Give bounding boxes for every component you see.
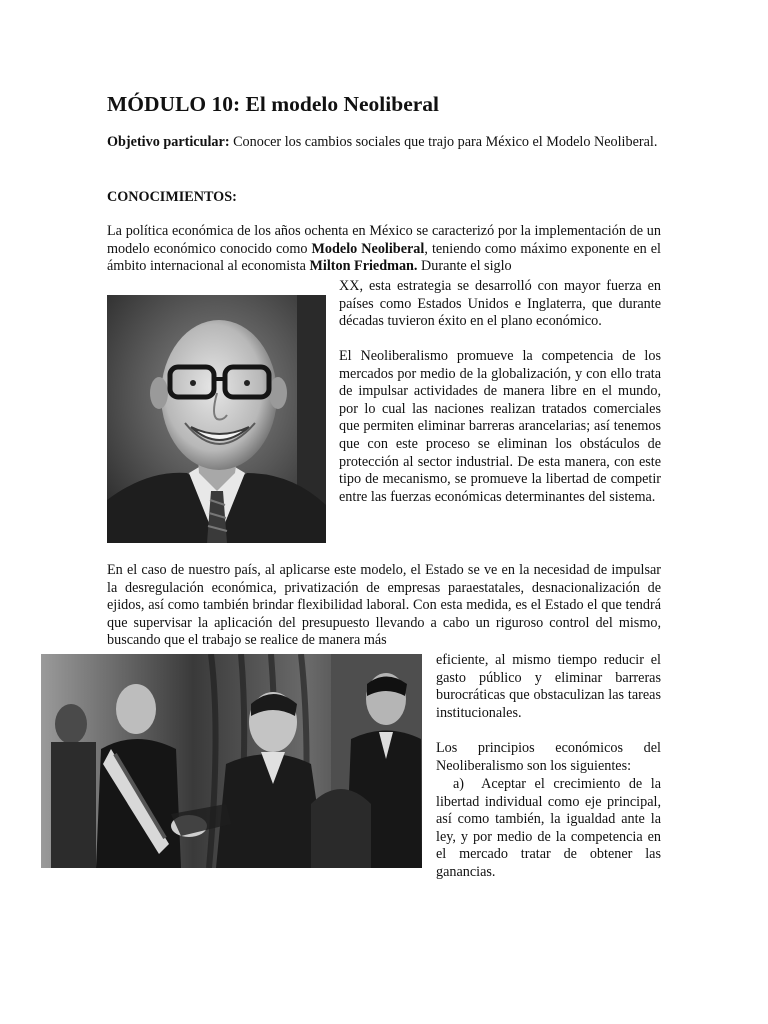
objective-paragraph — [107, 134, 661, 152]
term-milton-friedman: Milton Friedman. — [309, 258, 418, 275]
intro-continued-paragraph: XX, esta estrategia se desarrolló con mayor fuerza en países como Estados Unidos e Inglaterra, que durante décadas tuvieron éxito en el plano económico. — [339, 278, 661, 330]
presidential-ceremony-photo — [41, 654, 422, 868]
ceremony-image — [41, 654, 422, 868]
principle-item — [436, 776, 661, 882]
intro-text-1: La política económica de los años ochenta en México se caracterizó por la implementación de un modelo económico conocido como — [107, 223, 661, 257]
objective-label: Objetivo particular: — [107, 134, 230, 150]
principle-text: Aceptar el crecimiento de la libertad individual como eje principal, así como también, la igualdad ante la ley, y por medio de la competencia en el mercado tratar de obtener las ganancias. — [436, 776, 661, 880]
principles-intro: Los principios económicos del Neoliberalismo son los siguientes: — [436, 740, 661, 774]
neoliberalism-paragraph: El Neoliberalismo promueve la competencia de los mercados por medio de la globalización, y con ello trata de impulsar actividades de manera libre en el mundo, por lo cual las naciones realizan tratados comerciales que permiten eliminar barreras arancelarias; así tenemos que con este proceso se eliminan los obstáculos de protección al sector industrial. De esta manera, con este tipo de mecanismo, se promueve la libertad de competir entre las fuerzas económicas determinantes del sistema. — [339, 348, 661, 505]
mexico-continued-paragraph: eficiente, al mismo tiempo reducir el gasto público y eliminar barreras burocráticas que obstaculizan las tareas institucionales. — [436, 652, 661, 721]
term-modelo-neoliberal: Modelo Neoliberal — [311, 240, 425, 257]
page-title: MÓDULO 10: El modelo Neoliberal — [107, 92, 440, 116]
portrait-image — [107, 295, 326, 543]
intro-text-3: Durante el siglo — [417, 258, 512, 275]
objective-text: Conocer los cambios sociales que trajo para México el Modelo Neoliberal. — [229, 134, 658, 150]
section-heading: CONOCIMIENTOS: — [107, 189, 237, 205]
intro-paragraph — [107, 223, 661, 276]
intro-text-2: , teniendo como máximo exponente en el ámbito internacional al economista — [107, 240, 661, 275]
milton-friedman-photo — [107, 295, 326, 543]
principle-marker: a) — [453, 776, 465, 792]
mexico-paragraph: En el caso de nuestro país, al aplicarse este modelo, el Estado se ve en la necesidad de impulsar la desregulación económica, privatización de empresas paraestatales, desnacionalización de ejidos, así como también brindar flexibilidad laboral. Con esta medida, es el Estado el que tendrá que supervisar la aplicación del presupuesto llevando a cabo un riguroso control del mismo, buscando que el trabajo se realice de manera más — [107, 562, 661, 649]
